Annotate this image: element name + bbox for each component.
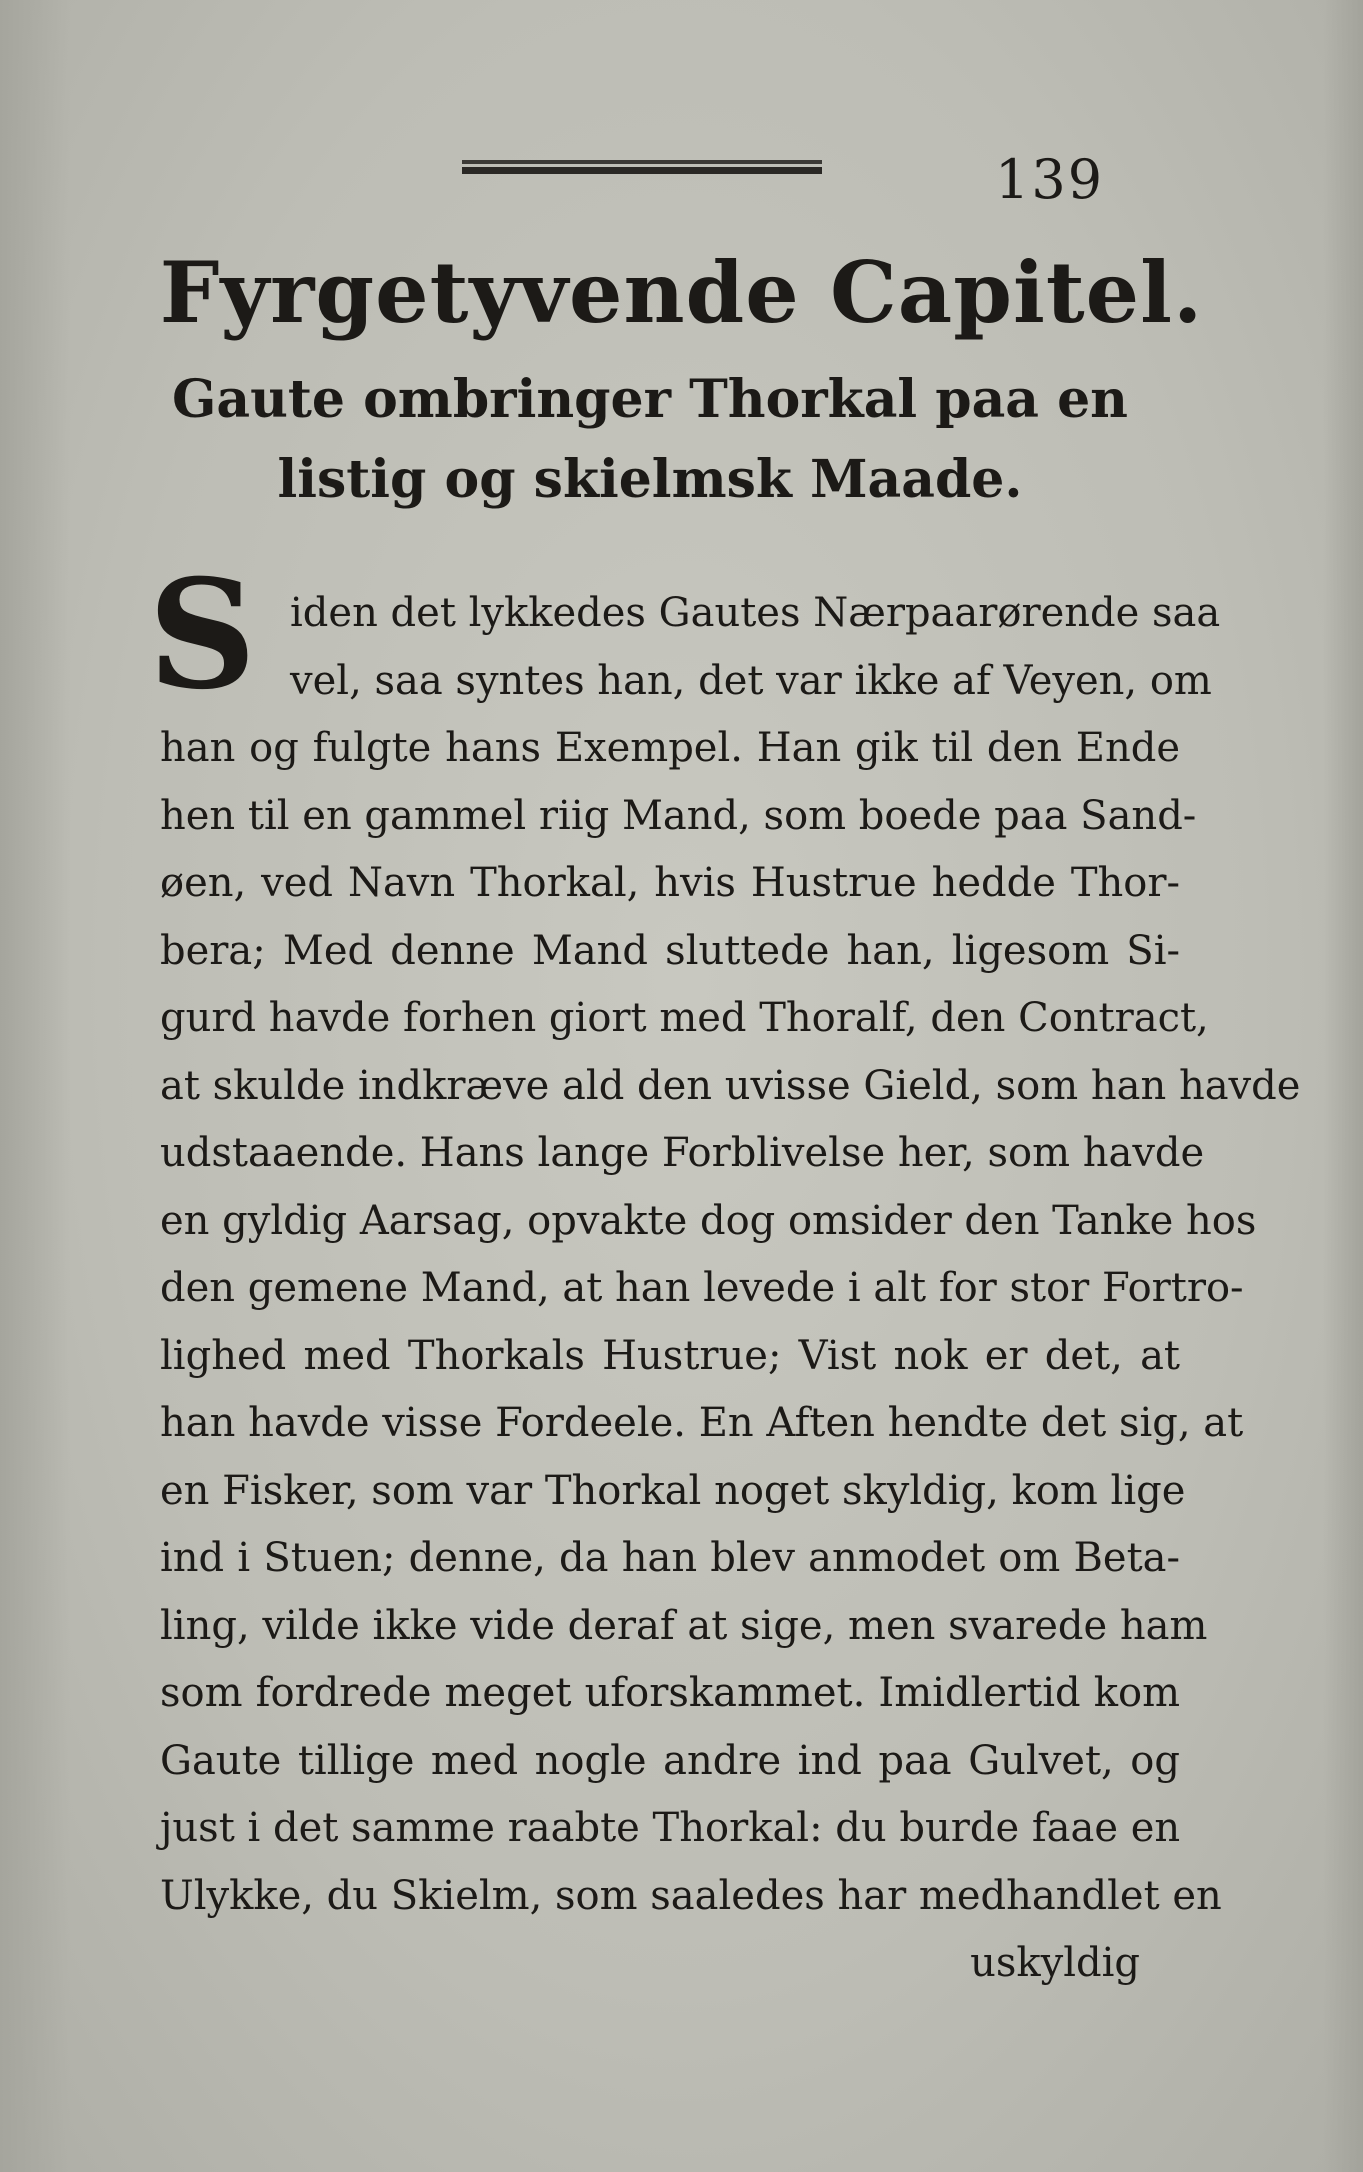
text-line: Ulykke, du Skielm, som saaledes har medhandlet en — [160, 1872, 1222, 1919]
text-line: iden det lykkedes Gautes Nærpaarørende saa — [290, 590, 1221, 636]
text-line: just i det samme raabte Thorkal: du burde faae en — [160, 1805, 1181, 1851]
text-line: han og fulgte hans Exempel. Han gik til den Ende — [160, 725, 1180, 771]
page-number: 139 — [995, 148, 1105, 211]
catchword: uskyldig — [970, 1940, 1140, 1986]
text-line: gurd havde forhen giort med Thoralf, den Contract, — [160, 995, 1209, 1041]
text-line: at skulde indkræve ald den uvisse Gield, som han havde — [160, 1062, 1301, 1109]
header-rule — [462, 160, 822, 176]
chapter-subtitle: Gaute ombringer Thorkal paa en listig og skielmsk Maade. — [172, 369, 1128, 510]
text-line: en gyldig Aarsag, opvakte dog omsider den Tanke hos — [160, 1197, 1257, 1244]
text-line: ling, vilde ikke vide deraf at sige, men svarede ham — [160, 1602, 1208, 1649]
text-line: som fordrede meget uforskammet. Imidlertid kom — [160, 1670, 1180, 1716]
drop-cap: S — [148, 547, 257, 723]
text-line: vel, saa syntes han, det var ikke af Veyen, om — [290, 657, 1212, 704]
text-line: bera; Med denne Mand sluttede han, ligesom Si- — [160, 927, 1180, 974]
chapter-title: Fyrgetyvende Capitel. — [159, 243, 1204, 342]
text-line: en Fisker, som var Thorkal noget skyldig, kom lige — [160, 1467, 1186, 1514]
text-line: ind i Stuen; denne, da han blev anmodet om Beta- — [160, 1535, 1180, 1581]
text-line: Gaute tillige med nogle andre ind paa Gulvet, og — [160, 1737, 1180, 1784]
body-text — [160, 580, 1301, 1998]
text-line: den gemene Mand, at han levede i alt for stor Fortro- — [160, 1265, 1244, 1311]
text-line: lighed med Thorkals Hustrue; Vist nok er det, at — [160, 1332, 1180, 1379]
text-line: udstaaende. Hans lange Forblivelse her, som havde — [160, 1130, 1205, 1176]
text-line: øen, ved Navn Thorkal, hvis Hustrue hedde Thor- — [160, 860, 1180, 906]
text-line: han havde visse Fordeele. En Aften hendte det sig, at — [160, 1400, 1244, 1446]
text-line: hen til en gammel riig Mand, som boede paa Sand- — [160, 792, 1197, 839]
